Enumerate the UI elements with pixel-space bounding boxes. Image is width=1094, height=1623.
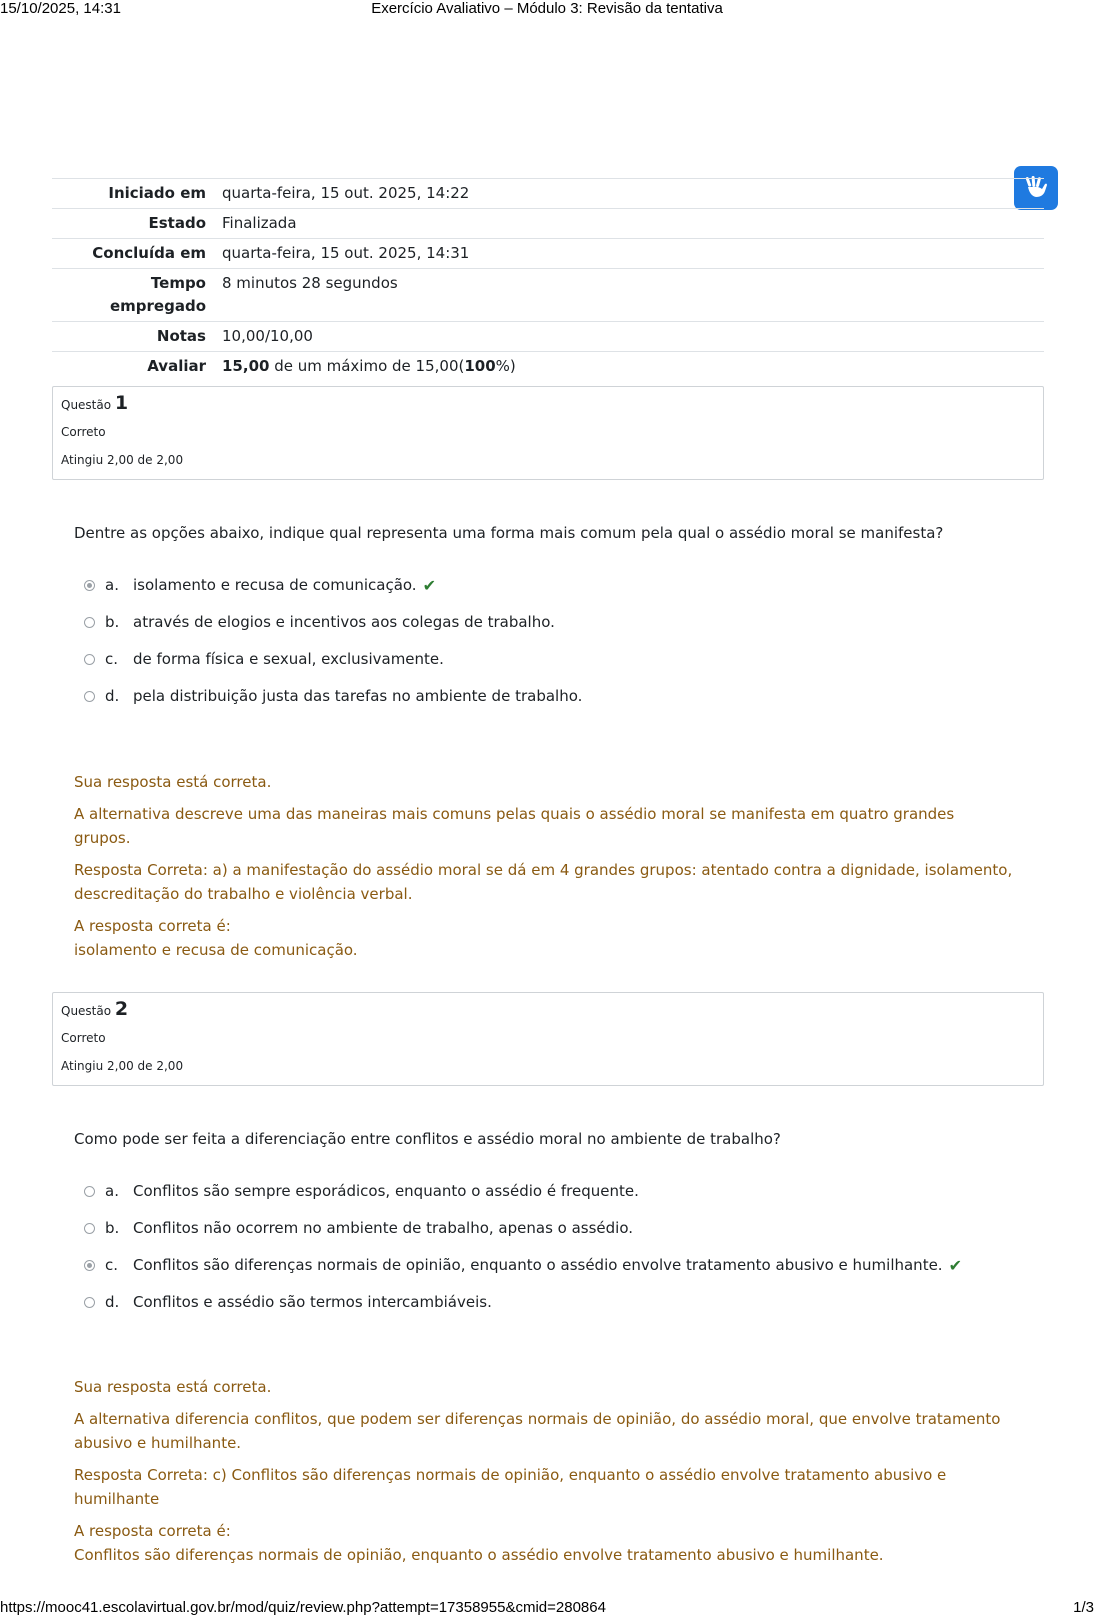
feedback-status: Sua resposta está correta. bbox=[74, 1378, 272, 1396]
grade-middle: de um máximo de 15,00( bbox=[269, 357, 465, 375]
answer-text: Conflitos são diferenças normais de opinião, enquanto o assédio envolve tratamento abusivo e humilhante. bbox=[133, 1256, 943, 1274]
answer-letter: a. bbox=[105, 1182, 119, 1200]
summary-row-time-taken bbox=[52, 269, 1044, 322]
answer-text: Conflitos e assédio são termos intercambiáveis. bbox=[133, 1293, 492, 1311]
question-number-value: 2 bbox=[114, 998, 129, 1020]
right-answer-text: isolamento e recusa de comunicação. bbox=[74, 941, 358, 959]
print-datetime: 15/10/2025, 14:31 bbox=[0, 0, 121, 17]
page-number: 1/3 bbox=[1073, 1599, 1094, 1616]
feedback-explanation: Resposta Correta: c) Conflitos são diferenças normais de opinião, enquanto o assédio envolve tratamento abusivo e humilhante bbox=[74, 1466, 947, 1508]
answer-letter: a. bbox=[105, 576, 119, 594]
question-feedback bbox=[74, 1375, 1014, 1575]
feedback-general: A alternativa diferencia conflitos, que podem ser diferenças normais de opinião, do assédio moral, que envolve tratamento abusivo e humilhante. bbox=[74, 1410, 1001, 1452]
radio-button[interactable] bbox=[84, 691, 95, 702]
answer-text: pela distribuição justa das tarefas no ambiente de trabalho. bbox=[133, 687, 583, 705]
grade-end: %) bbox=[495, 357, 516, 375]
question-grade: Atingiu 2,00 de 2,00 bbox=[61, 453, 184, 467]
radio-button[interactable] bbox=[84, 1297, 95, 1308]
answer-option[interactable] bbox=[84, 648, 444, 670]
grade-score: 15,00 bbox=[222, 357, 270, 375]
print-url: https://mooc41.escolavirtual.gov.br/mod/quiz/review.php?attempt=17358955&cmid=280864 bbox=[0, 1599, 606, 1616]
radio-button[interactable] bbox=[84, 617, 95, 628]
answer-text: isolamento e recusa de comunicação. bbox=[133, 576, 417, 594]
feedback-general: A alternativa descreve uma das maneiras mais comuns pelas quais o assédio moral se manifesta em quatro grandes grupos. bbox=[74, 805, 955, 847]
summary-row-started bbox=[52, 179, 1044, 209]
summary-value: 8 minutos 28 segundos bbox=[214, 269, 1044, 322]
answer-letter: c. bbox=[105, 1256, 119, 1274]
question-label: Questão bbox=[61, 1004, 112, 1018]
summary-row-grade bbox=[52, 352, 1044, 382]
print-footer bbox=[0, 1599, 1094, 1619]
answer-letter: b. bbox=[105, 1219, 120, 1237]
check-icon: ✔ bbox=[948, 1255, 962, 1275]
attempt-summary-table bbox=[52, 178, 1044, 381]
answer-letter: d. bbox=[105, 687, 120, 705]
right-answer-label: A resposta correta é: bbox=[74, 917, 231, 935]
right-answer-label: A resposta correta é: bbox=[74, 1522, 231, 1540]
question-info-box bbox=[52, 992, 1044, 1086]
feedback-status: Sua resposta está correta. bbox=[74, 773, 272, 791]
answer-text: Conflitos não ocorrem no ambiente de trabalho, apenas o assédio. bbox=[133, 1219, 634, 1237]
print-title: Exercício Avaliativo – Módulo 3: Revisão da tentativa bbox=[371, 0, 723, 17]
summary-row-marks bbox=[52, 322, 1044, 352]
print-header bbox=[0, 0, 1094, 20]
feedback-right-answer bbox=[74, 1519, 1014, 1567]
summary-grade-value bbox=[214, 352, 1044, 382]
feedback-right-answer bbox=[74, 914, 1014, 962]
summary-value: quarta-feira, 15 out. 2025, 14:22 bbox=[214, 179, 1044, 209]
question-state: Correto bbox=[61, 1031, 106, 1045]
answer-option[interactable] bbox=[84, 1217, 633, 1239]
question-number bbox=[61, 998, 128, 1020]
question-state: Correto bbox=[61, 425, 106, 439]
question-text: Dentre as opções abaixo, indique qual representa uma forma mais comum pela qual o assédio moral se manifesta? bbox=[74, 524, 944, 542]
answer-letter: c. bbox=[105, 650, 119, 668]
summary-value: 10,00/10,00 bbox=[214, 322, 1044, 352]
answer-option[interactable] bbox=[84, 611, 555, 633]
question-number bbox=[61, 392, 128, 414]
question-info-box bbox=[52, 386, 1044, 480]
answer-text: através de elogios e incentivos aos colegas de trabalho. bbox=[133, 613, 555, 631]
summary-label: Tempo empregado bbox=[52, 269, 214, 322]
summary-label: Notas bbox=[52, 322, 214, 352]
answer-text: de forma física e sexual, exclusivamente. bbox=[133, 650, 444, 668]
question-number-value: 1 bbox=[114, 392, 129, 414]
answer-text: Conflitos são sempre esporádicos, enquanto o assédio é frequente. bbox=[133, 1182, 639, 1200]
radio-button[interactable] bbox=[84, 580, 95, 591]
radio-button[interactable] bbox=[84, 1260, 95, 1271]
radio-button[interactable] bbox=[84, 1223, 95, 1234]
summary-label: Iniciado em bbox=[52, 179, 214, 209]
summary-row-completed bbox=[52, 239, 1044, 269]
question-feedback bbox=[74, 770, 1014, 970]
check-icon: ✔ bbox=[422, 575, 436, 595]
summary-value: Finalizada bbox=[214, 209, 1044, 239]
radio-button[interactable] bbox=[84, 654, 95, 665]
summary-label: Concluída em bbox=[52, 239, 214, 269]
radio-button[interactable] bbox=[84, 1186, 95, 1197]
answer-option[interactable] bbox=[84, 1180, 639, 1202]
question-text: Como pode ser feita a diferenciação entre conflitos e assédio moral no ambiente de trabalho? bbox=[74, 1130, 781, 1148]
answer-option[interactable] bbox=[84, 685, 582, 707]
question-grade: Atingiu 2,00 de 2,00 bbox=[61, 1059, 184, 1073]
answer-option[interactable] bbox=[84, 1254, 962, 1276]
summary-label: Avaliar bbox=[52, 352, 214, 382]
right-answer-text: Conflitos são diferenças normais de opinião, enquanto o assédio envolve tratamento abusivo e humilhante. bbox=[74, 1546, 884, 1564]
answer-option[interactable] bbox=[84, 1291, 492, 1313]
question-label: Questão bbox=[61, 398, 112, 412]
grade-percent: 100 bbox=[464, 357, 496, 375]
summary-row-state bbox=[52, 209, 1044, 239]
answer-letter: d. bbox=[105, 1293, 120, 1311]
summary-label: Estado bbox=[52, 209, 214, 239]
summary-value: quarta-feira, 15 out. 2025, 14:31 bbox=[214, 239, 1044, 269]
answer-option[interactable] bbox=[84, 574, 436, 596]
feedback-explanation: Resposta Correta: a) a manifestação do assédio moral se dá em 4 grandes grupos: atentado contra a dignidade, isolamento, descreditação do trabalho e violência verbal. bbox=[74, 861, 1013, 903]
answer-letter: b. bbox=[105, 613, 120, 631]
